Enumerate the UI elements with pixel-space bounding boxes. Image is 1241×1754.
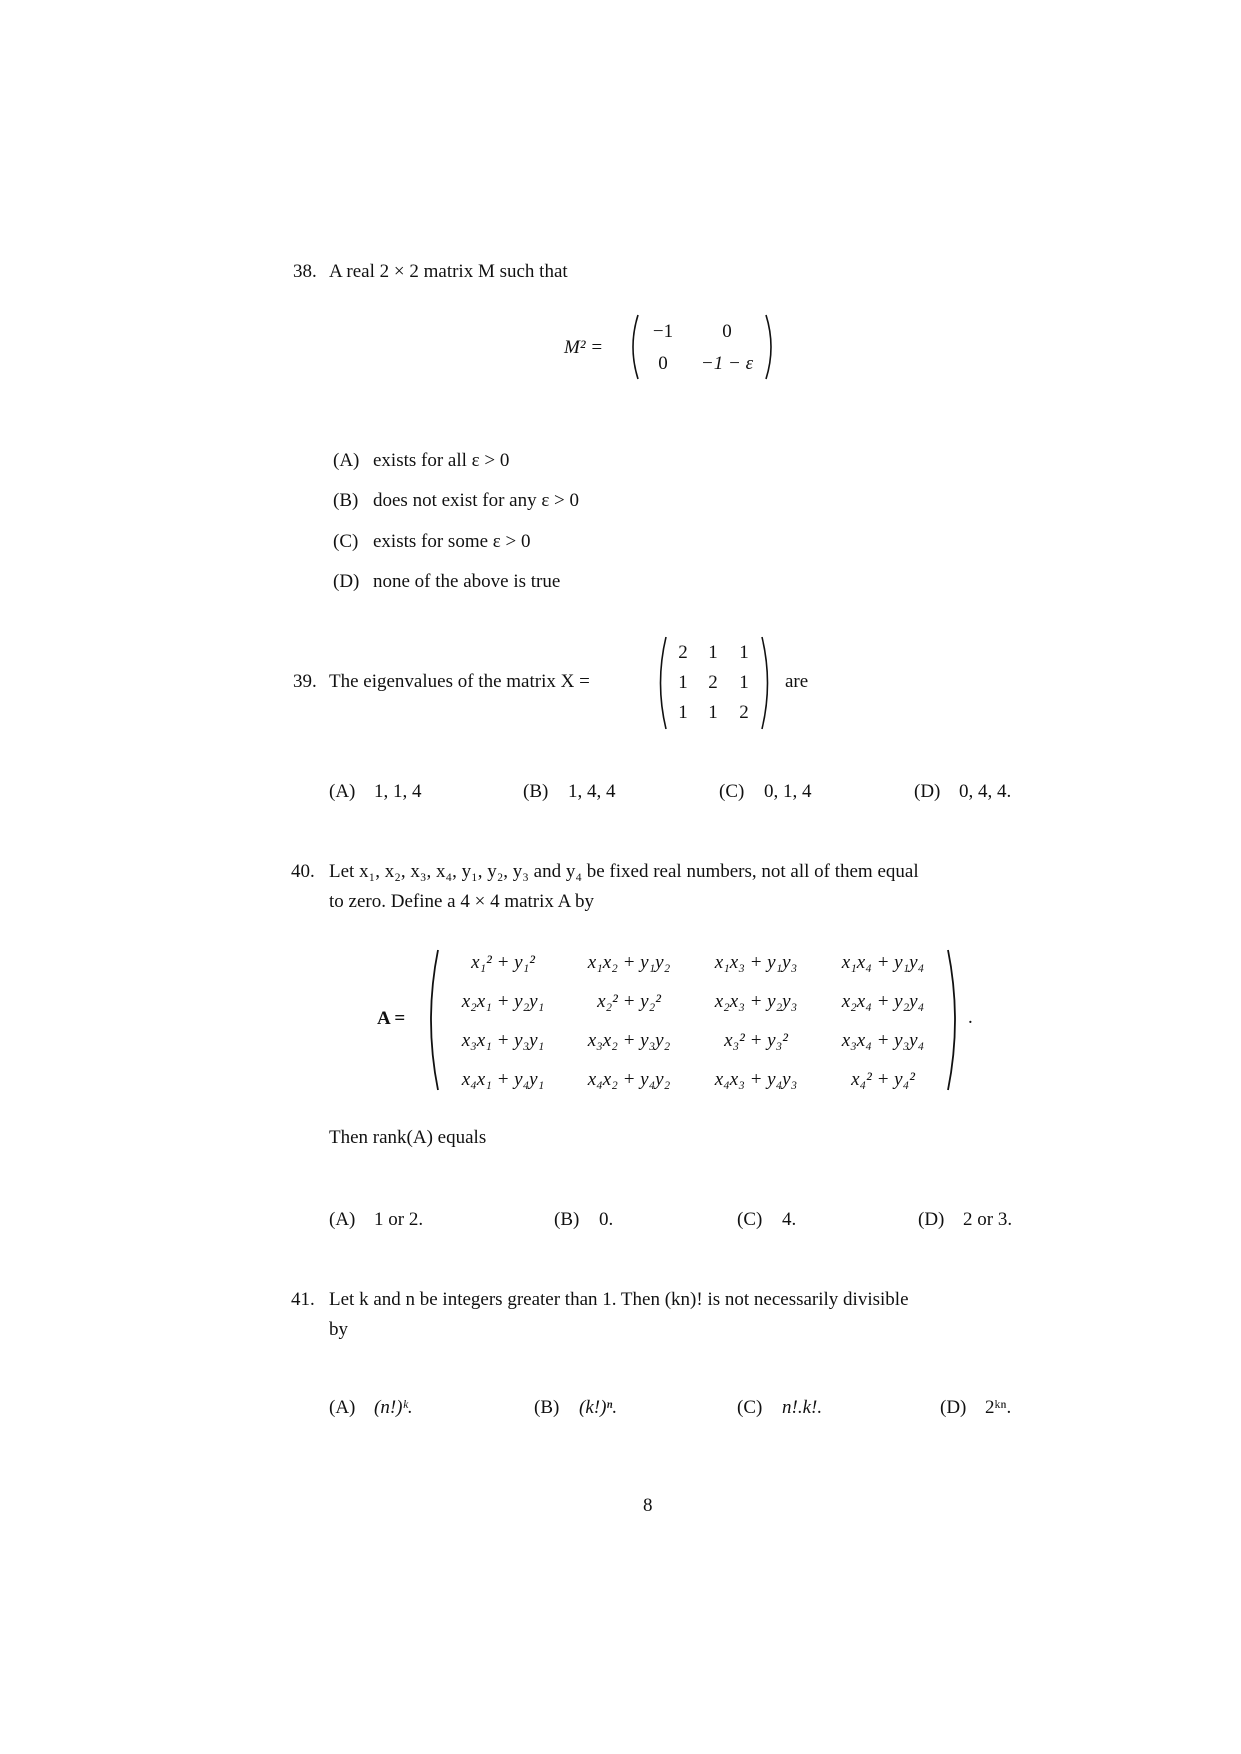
q40-matrix-cell: x₃x₄ + y₃y₄ — [841, 1030, 925, 1051]
q40-matrix-cell: x₁x₂ + y₁y₂ — [587, 952, 671, 973]
q40-option-a-label: (A) — [329, 1209, 356, 1230]
q38-matrix-cell: 0 — [722, 321, 732, 342]
q40-matrix-cell: x₂x₄ + y₂y₄ — [841, 991, 925, 1012]
q40-matrix-cell: x₁² + y₁² — [471, 952, 535, 973]
q41-option-c-text: n!.k!. — [782, 1397, 823, 1418]
q40-matrix-cell: x₃x₂ + y₃y₂ — [587, 1030, 671, 1051]
q38-option-b-label: (B) — [333, 490, 359, 511]
q40-matrix-cell: x₁x₃ + y₁y₃ — [714, 952, 798, 973]
q39-matrix-cell: 2 — [708, 672, 718, 693]
q38-stem: A real 2 × 2 matrix M such that — [329, 261, 568, 282]
q40-matrix-cell: x₄x₂ + y₄y₂ — [587, 1069, 671, 1090]
q39-option-d-text: 0, 4, 4. — [959, 781, 1012, 802]
q38-option-b-text: does not exist for any ε > 0 — [373, 490, 580, 511]
q38-left-paren — [626, 313, 640, 381]
q40-matrix-lhs: A = — [377, 1008, 406, 1029]
q40-matrix-cell: x₄x₃ + y₄y₃ — [714, 1069, 798, 1090]
q40-matrix-cell: x₄x₁ + y₄y₁ — [461, 1069, 545, 1090]
q40-matrix-cell: x₄² + y₄² — [851, 1069, 915, 1090]
q38-number: 38. — [293, 261, 317, 282]
q40-option-c-label: (C) — [737, 1209, 763, 1230]
q41-option-d-label: (D) — [940, 1397, 967, 1418]
q39-option-a-text: 1, 1, 4 — [374, 781, 422, 802]
q38-option-a-text: exists for all ε > 0 — [373, 450, 510, 471]
q39-matrix-cell: 1 — [708, 642, 718, 663]
q39-matrix-cell: 1 — [678, 702, 688, 723]
q40-matrix-cell: x₂x₁ + y₂y₁ — [461, 991, 545, 1012]
q39-left-paren — [654, 635, 668, 731]
q40-matrix-cell: x₂² + y₂² — [597, 991, 661, 1012]
q39-matrix-cell: 1 — [739, 672, 749, 693]
q41-option-a-text: (n!)ᵏ. — [374, 1397, 413, 1418]
q39-right-paren — [760, 635, 774, 731]
q38-matrix-cell: 0 — [658, 353, 668, 374]
q40-left-paren — [424, 948, 440, 1092]
q38-option-d-label: (D) — [333, 571, 360, 592]
q41-number: 41. — [291, 1289, 315, 1310]
q39-matrix-cell: 1 — [739, 642, 749, 663]
q38-matrix-lhs: M² = — [564, 337, 604, 358]
q38-matrix-cell: −1 — [652, 321, 674, 342]
q39-stem: The eigenvalues of the matrix X = — [329, 671, 590, 692]
q41-option-b-text: (k!)ⁿ. — [579, 1397, 618, 1418]
page-number: 8 — [643, 1495, 653, 1516]
q38-option-c-text: exists for some ε > 0 — [373, 531, 531, 552]
q39-stem-tail: are — [785, 671, 809, 692]
q41-stem-line2: by — [329, 1319, 348, 1340]
q40-option-c-text: 4. — [782, 1209, 797, 1230]
q40-matrix-cell: x₃² + y₃² — [724, 1030, 788, 1051]
q40-option-d-label: (D) — [918, 1209, 945, 1230]
q39-option-c-text: 0, 1, 4 — [764, 781, 812, 802]
q40-number: 40. — [291, 861, 315, 882]
q38-option-d-text: none of the above is true — [373, 571, 561, 592]
q40-matrix-cell: x₁x₄ + y₁y₄ — [841, 952, 925, 973]
q39-matrix-cell: 1 — [708, 702, 718, 723]
q39-matrix-cell: 1 — [678, 672, 688, 693]
q38-right-paren — [764, 313, 778, 381]
q39-option-c-label: (C) — [719, 781, 745, 802]
q39-option-b-text: 1, 4, 4 — [568, 781, 616, 802]
q39-option-a-label: (A) — [329, 781, 356, 802]
q41-option-a-label: (A) — [329, 1397, 356, 1418]
q38-option-a-label: (A) — [333, 450, 360, 471]
q41-option-b-label: (B) — [534, 1397, 560, 1418]
q41-stem-line1: Let k and n be integers greater than 1. Then (kn)! is not necessarily divisible — [329, 1289, 909, 1310]
q40-option-a-text: 1 or 2. — [374, 1209, 424, 1230]
q39-matrix-cell: 2 — [739, 702, 749, 723]
q38-option-c-label: (C) — [333, 531, 359, 552]
q39-matrix-cell: 2 — [678, 642, 688, 663]
q40-stem-line1: Let x₁, x₂, x₃, x₄, y₁, y₂, y₃ and y₄ be fixed real numbers, not all of them equal — [329, 861, 919, 882]
q40-matrix-cell: x₃x₁ + y₃y₁ — [461, 1030, 545, 1051]
q41-option-d-text: 2ᵏⁿ. — [985, 1397, 1012, 1418]
q40-stem-line2: to zero. Define a 4 × 4 matrix A by — [329, 891, 595, 912]
q39-option-d-label: (D) — [914, 781, 941, 802]
q40-right-paren — [946, 948, 962, 1092]
q40-option-b-text: 0. — [599, 1209, 614, 1230]
q40-matrix-cell: x₂x₃ + y₂y₃ — [714, 991, 798, 1012]
q40-option-b-label: (B) — [554, 1209, 580, 1230]
q38-matrix-cell: −1 − ε — [700, 353, 754, 374]
q41-option-c-label: (C) — [737, 1397, 763, 1418]
q40-then: Then rank(A) equals — [329, 1127, 487, 1148]
q40-option-d-text: 2 or 3. — [963, 1209, 1013, 1230]
q39-option-b-label: (B) — [523, 781, 549, 802]
q39-number: 39. — [293, 671, 317, 692]
q40-matrix-end: . — [968, 1007, 973, 1028]
